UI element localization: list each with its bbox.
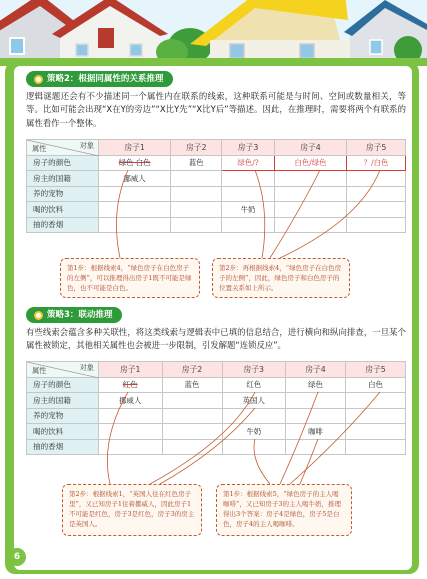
table-row — [27, 439, 406, 455]
table-row — [27, 171, 406, 187]
strategy2-tag — [26, 71, 173, 87]
table-corner: 对象 属性 — [27, 362, 99, 378]
table-cell — [346, 424, 406, 440]
strategy2-title: 策略2：根据同属性的关系推理 — [47, 74, 164, 84]
column-header: 房子1 — [99, 140, 171, 156]
column-header: 房子3 — [222, 140, 274, 156]
table-cell: 咖啡 — [286, 424, 346, 440]
column-header: 房子5 — [346, 362, 406, 378]
table-cell — [222, 217, 274, 233]
table-cell — [171, 202, 222, 218]
table-cell: 挪威人 — [99, 393, 163, 409]
table-row — [27, 393, 406, 409]
table-cell — [99, 186, 171, 202]
note-step2-strategy2: 第2步：再根据线索4，“绿色房子在白色房子的左侧”，因此，绿色房子和白色房子的位置关系如上所示。 — [212, 258, 350, 298]
note-step1-strategy3: 第1步：根据线索5，“绿色房子的主人喝咖啡”，又已知房子3的主人喝牛奶，推理得出3个答案：房子4是绿色，房子5是白色，房子4的主人喝咖啡。 — [216, 484, 352, 536]
table-cell — [346, 393, 406, 409]
column-header: 房子4 — [274, 140, 346, 156]
table-cell — [346, 439, 406, 455]
table-cell: ？/白色 — [347, 155, 406, 171]
table-cell: 白色/绿色 — [274, 155, 346, 171]
row-label: 抽的香烟 — [27, 217, 99, 233]
table-cell — [347, 202, 406, 218]
table-cell: 红色 — [222, 377, 286, 393]
table-cell — [347, 186, 406, 202]
note-step2-strategy3: 第2步：根据线索1，“英国人住在红色房子里”，又已知房子1住着挪威人，因此房子1不可能是红色，房子3是红色，房子3的房主是英国人。 — [62, 484, 202, 536]
column-header: 房子2 — [162, 362, 222, 378]
table-cell — [99, 217, 171, 233]
table-cell — [171, 186, 222, 202]
logic-table-1 — [26, 139, 406, 233]
table-cell — [222, 171, 274, 187]
table-row — [27, 408, 406, 424]
table-cell: 英国人 — [222, 393, 286, 409]
column-header: 房子2 — [171, 140, 222, 156]
table-cell — [286, 439, 346, 455]
strategy3-paragraph: 有些线索会蕴含多种关联性，将这类线索与逻辑表中已填的信息结合，进行横向和纵向排查，一旦某个属性被锁定，其他相关属性也会被进一步限制，引发解题“连锁反应”。 — [26, 327, 406, 351]
houses-illustration — [0, 0, 427, 66]
table-cell: 白色 — [346, 377, 406, 393]
table-cell — [222, 408, 286, 424]
row-label: 喝的饮料 — [27, 202, 99, 218]
table-corner: 对象 属性 — [27, 140, 99, 156]
table-cell: 牛奶 — [222, 202, 274, 218]
table-cell: 牛奶 — [222, 424, 286, 440]
table-cell: 挪威人 — [99, 171, 171, 187]
table-cell — [286, 408, 346, 424]
row-label: 房子的颜色 — [27, 155, 99, 171]
strategy2-paragraph: 逻辑谜题还会有不少描述同一个属性内在联系的线索，这种联系可能是与时间、空间或数量相关，等等。比如可能会出现“X在Y的旁边”“X比Y先”“X比Y后”等描述。因此，在推理时，需要将两个有联系的属性看作一个整体。 — [26, 91, 406, 128]
table-row — [27, 202, 406, 218]
table-cell — [347, 217, 406, 233]
table-row — [27, 377, 406, 393]
table-cell: 蓝色 — [162, 377, 222, 393]
bullet-icon — [34, 75, 43, 84]
table-row — [27, 155, 406, 171]
row-label: 喝的饮料 — [27, 424, 99, 440]
row-label: 抽的香烟 — [27, 439, 99, 455]
strategy3-tag — [26, 307, 122, 323]
logic-table-2 — [26, 361, 406, 455]
table-cell — [162, 408, 222, 424]
table-cell — [171, 217, 222, 233]
table-cell: 绿色 白色 — [99, 155, 171, 171]
column-header: 房子3 — [222, 362, 286, 378]
table-cell — [171, 171, 222, 187]
note-step1-strategy2: 第1步：根据线索4，“绿色房子在白色房子的左侧”，可以推理得出房子1既不可能是绿色，也不可能是白色。 — [60, 258, 200, 298]
table-row — [27, 424, 406, 440]
table-cell — [99, 202, 171, 218]
table-cell — [222, 186, 274, 202]
table-cell — [347, 171, 406, 187]
table-cell: 红色 — [99, 377, 163, 393]
table-cell — [274, 186, 346, 202]
table-cell — [286, 393, 346, 409]
table-cell — [162, 393, 222, 409]
table-cell — [274, 202, 346, 218]
row-label: 养的宠物 — [27, 408, 99, 424]
strategy3-title: 策略3：联动推理 — [47, 310, 113, 320]
table-cell — [162, 439, 222, 455]
table-cell: 绿色 — [286, 377, 346, 393]
table-cell — [99, 408, 163, 424]
bullet-icon — [34, 311, 43, 320]
column-header: 房子4 — [286, 362, 346, 378]
table-cell: 绿色/? — [222, 155, 274, 171]
table-row — [27, 186, 406, 202]
table-row — [27, 217, 406, 233]
table-cell: 蓝色 — [171, 155, 222, 171]
row-label: 房子的颜色 — [27, 377, 99, 393]
table-cell — [274, 171, 346, 187]
page-number: 6 — [8, 548, 26, 566]
column-header: 房子5 — [347, 140, 406, 156]
table-cell — [274, 217, 346, 233]
table-cell — [222, 439, 286, 455]
row-label: 养的宠物 — [27, 186, 99, 202]
table-cell — [99, 424, 163, 440]
table-cell — [162, 424, 222, 440]
row-label: 房主的国籍 — [27, 393, 99, 409]
column-header: 房子1 — [99, 362, 163, 378]
table-cell — [99, 439, 163, 455]
row-label: 房主的国籍 — [27, 171, 99, 187]
table-cell — [346, 408, 406, 424]
